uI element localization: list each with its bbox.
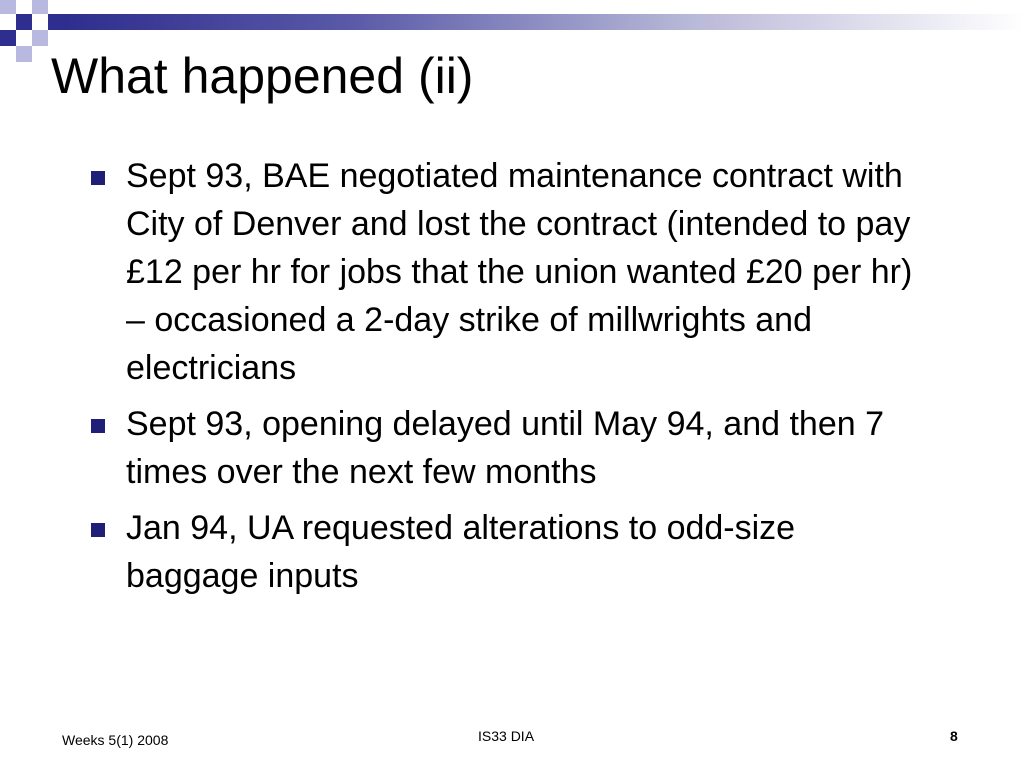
bullet-item xyxy=(88,152,918,392)
footer-date: Weeks 5(1) 2008 xyxy=(62,732,169,748)
square-bullet-icon xyxy=(91,523,105,537)
footer-course: IS33 DIA xyxy=(478,728,535,744)
square-bullet-icon xyxy=(91,419,105,433)
bullet-item xyxy=(88,400,918,496)
bullet-text: Sept 93, opening delayed until May 94, and then 7 times over the next few months xyxy=(126,405,885,491)
title-gradient-bar xyxy=(66,14,1024,30)
slide-number: 8 xyxy=(950,728,958,744)
slide-title: What happened (ii) xyxy=(51,48,474,104)
square-bullet-icon xyxy=(91,171,105,185)
bullet-text: Jan 94, UA requested alterations to odd-size baggage inputs xyxy=(126,509,796,595)
bullet-list xyxy=(88,152,918,608)
bullet-item xyxy=(88,504,918,600)
bullet-text: Sept 93, BAE negotiated maintenance contract with City of Denver and lost the contract (intended to pay £12 per hr for jobs that the union wanted £20 per hr) – occasioned a 2-day strike of millwrights and electricians xyxy=(126,157,913,387)
